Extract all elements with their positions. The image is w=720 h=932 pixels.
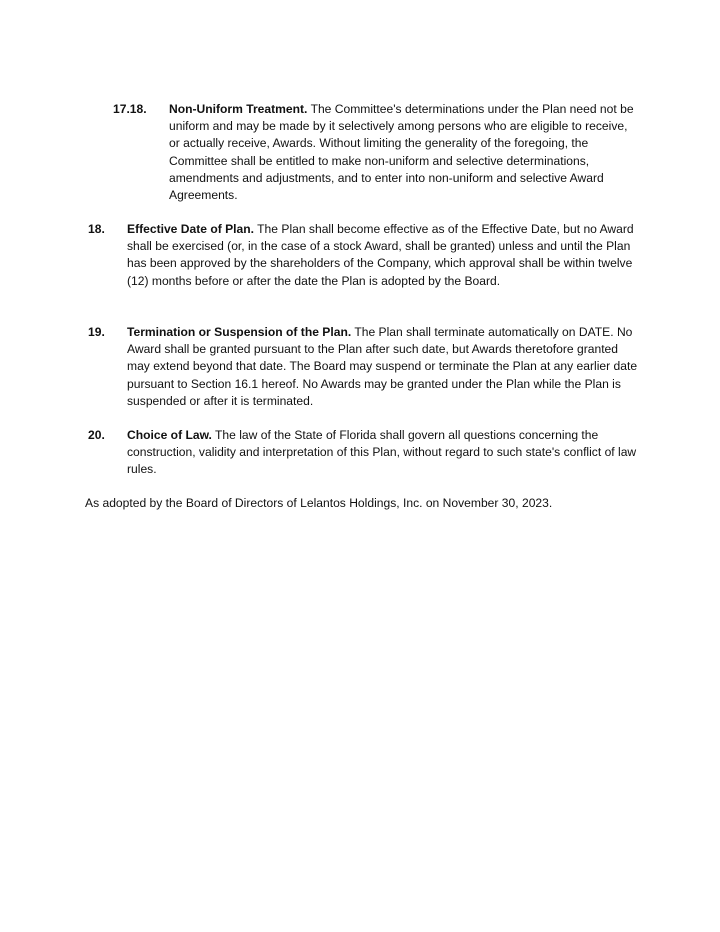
section-body xyxy=(127,427,639,479)
adoption-statement: As adopted by the Board of Directors of Lelantos Holdings, Inc. on November 30, 2023. xyxy=(85,496,553,510)
section-body xyxy=(127,221,639,290)
section-text: The law of the State of Florida shall govern all questions concerning the construction, validity and interpretation of this Plan, without regard to such state's conflict of law rules. xyxy=(127,428,637,477)
section-heading: Non-Uniform Treatment. xyxy=(169,102,308,116)
section-text: The Plan shall terminate automatically on DATE. No Award shall be granted pursuant to the Plan after such date, but Awards theretofore granted may extend beyond that date. The Board may suspend or terminate the Plan at any earlier date pursuant to Section 16.1 hereof. No Awards may be granted under the Plan while the Plan is suspended or after it is terminated. xyxy=(127,325,638,408)
section-heading: Termination or Suspension of the Plan. xyxy=(127,325,352,339)
section-number: 18. xyxy=(88,222,105,236)
section-text: The Committee's determinations under the Plan need not be uniform and may be made by it selectively among persons who are eligible to receive, or actually receive, Awards. Without limiting the generality of the foregoing, the Committee shall be entitled to make non-uniform and selective determinations, amendments and adjustments, and to enter into non-uniform and selective Award Agreements. xyxy=(169,102,634,203)
section-number: 17.18. xyxy=(113,102,147,116)
section-heading: Choice of Law. xyxy=(127,428,212,442)
section-heading: Effective Date of Plan. xyxy=(127,222,255,236)
section-body xyxy=(127,324,639,410)
section-body xyxy=(169,101,639,204)
section-text: The Plan shall become effective as of the Effective Date, but no Award shall be exercised (or, in the case of a stock Award, shall be granted) unless and until the Plan has been approved by the shareholders of the Company, which approval shall be within twelve (12) months before or after the date the Plan is adopted by the Board. xyxy=(127,222,634,288)
section-number: 20. xyxy=(88,428,105,442)
section-number: 19. xyxy=(88,325,105,339)
